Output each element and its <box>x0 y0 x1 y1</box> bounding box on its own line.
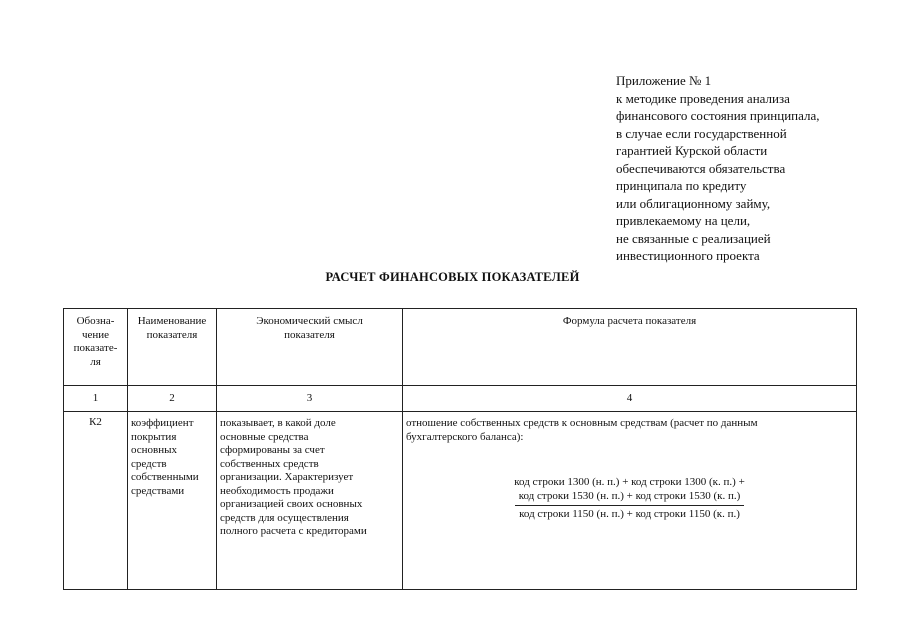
indicator-name: коэффициент покрытия основных средств собственными средствами <box>131 417 199 497</box>
formula-fraction <box>406 476 853 522</box>
header-formula-text: Формула расчета показателя <box>562 315 697 327</box>
indicator-name-cell <box>128 412 217 590</box>
appendix-line: в случае если государственной <box>616 125 787 141</box>
column-number: 1 <box>64 386 128 412</box>
table-header-row <box>64 309 857 386</box>
appendix-line: инвестиционного проекта <box>616 248 760 263</box>
indicator-meaning: показывает, в какой доле основные средства сформированы за счет собственных средств организации. Характеризует необходимость продажи организацией своих основных средств для осуществления полного расчета с кредиторами <box>220 417 367 537</box>
page-title: РАСЧЕТ ФИНАНСОВЫХ ПОКАЗАТЕЛЕЙ <box>325 270 580 284</box>
header-cell-meaning <box>217 309 403 386</box>
indicator-meaning-cell <box>217 412 403 590</box>
appendix-line: к методике проведения анализа <box>616 90 790 106</box>
appendix-line: привлекаемому на цели, <box>616 213 751 228</box>
formula-numerator-line1: код строки 1300 (н. п.) + код строки 1300 (к. п.) + <box>514 476 745 488</box>
header-cell-code <box>64 309 128 386</box>
appendix-block <box>616 72 886 265</box>
appendix-line: или облигационному займу, <box>616 195 771 211</box>
column-number: 2 <box>128 386 217 412</box>
column-number: 3 <box>217 386 403 412</box>
table-row <box>64 412 857 590</box>
appendix-line: Приложение № 1 <box>616 73 712 88</box>
formula-denominator: код строки 1150 (н. п.) + код строки 1150 (к. п.) <box>519 508 740 520</box>
indicators-table <box>63 308 857 590</box>
appendix-line: принципала по кредиту <box>616 178 747 193</box>
indicator-formula-cell <box>403 412 857 590</box>
column-number-row <box>64 386 857 412</box>
appendix-line: гарантией Курской области <box>616 143 768 158</box>
header-meaning-text: Экономический смысл показателя <box>256 315 363 341</box>
header-name-text: Наименование показателя <box>137 315 207 341</box>
appendix-line: не связанные с реализацией <box>616 230 771 246</box>
formula-intro: отношение собственных средств к основным средствам (расчет по данным бухгалтерского баланса): <box>406 417 758 443</box>
appendix-line: обеспечиваются обязательства <box>616 160 786 176</box>
header-code-text: Обозна- чение показате- ля <box>73 315 118 368</box>
header-cell-formula <box>403 309 857 386</box>
indicator-code: К2 <box>64 412 128 590</box>
appendix-line: финансового состояния принципала, <box>616 108 820 123</box>
header-cell-name <box>128 309 217 386</box>
column-number: 4 <box>403 386 857 412</box>
formula-numerator-line2: код строки 1530 (н. п.) + код строки 1530 (к. п.) <box>515 490 745 507</box>
